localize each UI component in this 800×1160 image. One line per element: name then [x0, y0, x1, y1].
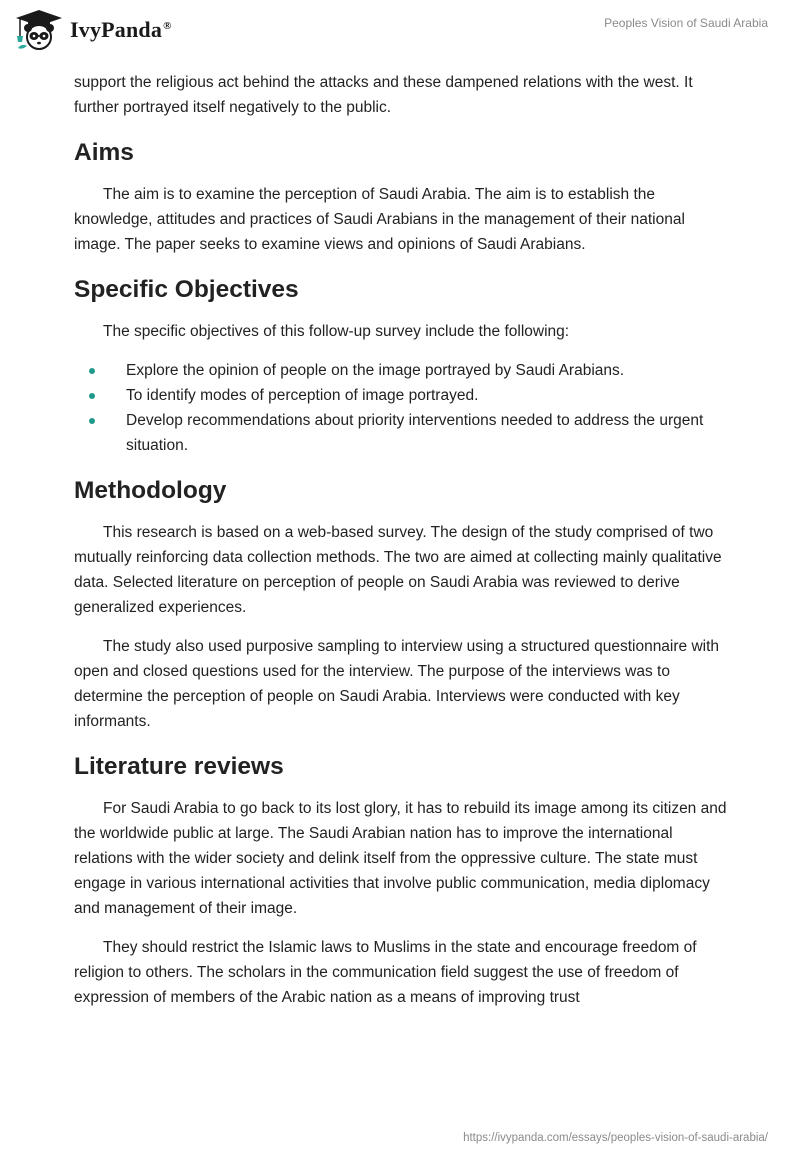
list-item-text: Explore the opinion of people on the image portrayed by Saudi Arabians. [126, 362, 625, 379]
section-heading-specific-objectives: Specific Objectives [74, 276, 299, 303]
list-item-text: To identify modes of perception of image portrayed. [126, 387, 479, 404]
brand-name-text: IvyPanda [70, 17, 163, 42]
panda-graduate-icon [14, 8, 64, 52]
aims-paragraph: The aim is to examine the perception of Saudi Arabia. The aim is to establish the knowledge, attitudes and practices of Saudi Arabians in the management of their national image. The paper seeks to examine views and opinions of Saudi Arabians. [74, 186, 685, 253]
registered-mark: ® [163, 19, 172, 32]
bullet-dot-icon [89, 418, 95, 424]
section-heading-aims: Aims [74, 139, 134, 166]
brand-name [70, 17, 172, 43]
methodology-paragraph-2: The study also used purposive sampling to interview using a structured questionnaire with open and closed questions used for the interview. The purpose of the interviews was to determine the perception of people on Saudi Arabia. Interviews were conducted with key informants. [74, 638, 720, 730]
literature-paragraph-2: They should restrict the Islamic laws to Muslims in the state and encourage freedom of religion to others. The scholars in the communication field suggest the use of freedom of expression of members of the Arabic nation as a means of improving trust [74, 939, 697, 1006]
document-title: Peoples Vision of Saudi Arabia [604, 16, 768, 30]
list-item [74, 358, 734, 383]
list-item [74, 383, 734, 408]
ivypanda-logo[interactable] [14, 8, 172, 52]
page-header [0, 0, 800, 62]
bullet-dot-icon [89, 368, 95, 374]
list-item [74, 408, 734, 458]
bullet-dot-icon [89, 393, 95, 399]
section-heading-methodology: Methodology [74, 477, 227, 504]
intro-paragraph: support the religious act behind the attacks and these dampened relations with the west. It further portrayed itself negatively to the public. [74, 74, 693, 116]
footer-source-url[interactable]: https://ivypanda.com/essays/peoples-vision-of-saudi-arabia/ [463, 1132, 768, 1144]
list-item-text: Develop recommendations about priority interventions needed to address the urgent situation. [126, 412, 704, 454]
essay-content [74, 70, 734, 1024]
section-heading-literature-reviews: Literature reviews [74, 753, 284, 780]
literature-paragraph-1: For Saudi Arabia to go back to its lost glory, it has to rebuild its image among its citizen and the worldwide public at large. The Saudi Arabian nation has to improve the international relations with the wider society and delink itself from the oppressive culture. The state must engage in various international activities that involve public communication, media diplomacy and management of their image. [74, 800, 727, 917]
methodology-paragraph-1: This research is based on a web-based survey. The design of the study comprised of two mutually reinforcing data collection methods. The two are aimed at collecting mainly qualitative data. Selected literature on perception of people on Saudi Arabia was reviewed to derive generalized experiences. [74, 524, 722, 616]
objectives-intro-paragraph: The specific objectives of this follow-up survey include the following: [103, 323, 570, 340]
objectives-list [74, 358, 734, 458]
